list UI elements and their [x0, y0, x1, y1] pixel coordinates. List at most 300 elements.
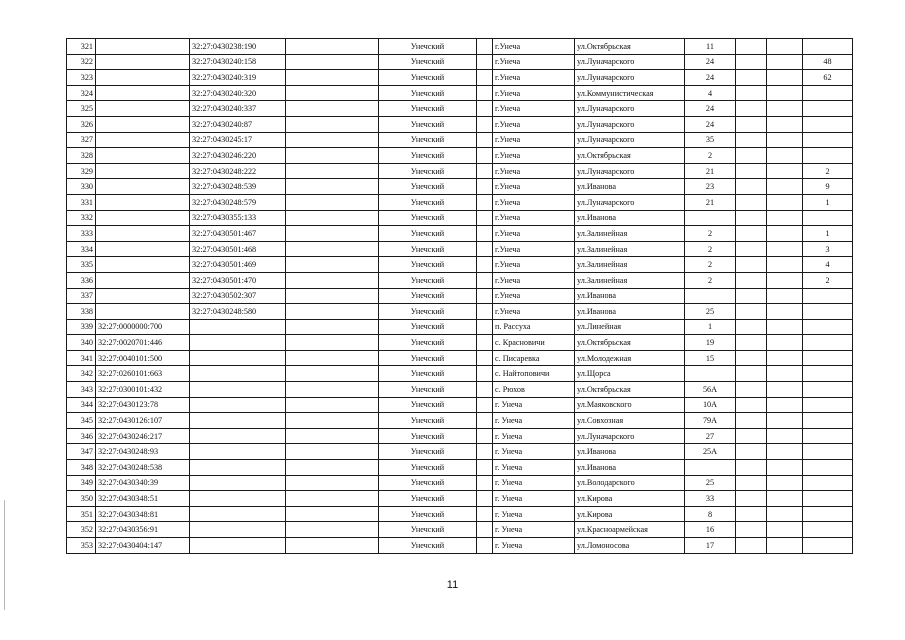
extra-cell: [736, 163, 767, 179]
empty-cell: [477, 70, 493, 86]
cadastral-number-cell: [96, 101, 190, 117]
district-cell: Унечский: [379, 522, 477, 538]
cadastral-number-cell: 32:27:0430502:307: [190, 288, 286, 304]
empty-cell: [477, 194, 493, 210]
cadastral-number-cell: [96, 39, 190, 55]
row-number: 349: [67, 475, 96, 491]
settlement-cell: г.Унеча: [493, 257, 575, 273]
house-number-cell: 19: [685, 335, 736, 351]
table-row: [67, 475, 853, 491]
apartment-number-cell: [803, 101, 853, 117]
row-number: 330: [67, 179, 96, 195]
cadastral-number-cell: 32:27:0430501:468: [190, 241, 286, 257]
cadastral-number-cell: 32:27:0430355:133: [190, 210, 286, 226]
extra-cell: [767, 288, 803, 304]
house-number-cell: [685, 366, 736, 382]
scan-binding-line: [4, 500, 5, 610]
house-number-cell: 25: [685, 475, 736, 491]
extra-cell: [767, 304, 803, 320]
extra-cell: [736, 194, 767, 210]
settlement-cell: г.Унеча: [493, 241, 575, 257]
cadastral-number-cell: [190, 475, 286, 491]
house-number-cell: 24: [685, 116, 736, 132]
extra-cell: [736, 475, 767, 491]
apartment-number-cell: [803, 413, 853, 429]
row-number: 341: [67, 350, 96, 366]
apartment-number-cell: [803, 538, 853, 554]
house-number-cell: 2: [685, 148, 736, 164]
settlement-cell: с. Найтоповичи: [493, 366, 575, 382]
settlement-cell: г. Унеча: [493, 397, 575, 413]
row-number: 348: [67, 460, 96, 476]
row-number: 324: [67, 85, 96, 101]
extra-cell: [736, 226, 767, 242]
table-body: [67, 39, 853, 554]
settlement-cell: г.Унеча: [493, 148, 575, 164]
house-number-cell: 10А: [685, 397, 736, 413]
extra-cell: [736, 85, 767, 101]
extra-cell: [767, 428, 803, 444]
empty-cell: [477, 226, 493, 242]
district-cell: Унечский: [379, 148, 477, 164]
row-number: 333: [67, 226, 96, 242]
cadastral-number-cell: 32:27:0430248:222: [190, 163, 286, 179]
cadastral-number-cell: [96, 70, 190, 86]
row-number: 346: [67, 428, 96, 444]
empty-cell: [477, 85, 493, 101]
house-number-cell: 2: [685, 226, 736, 242]
street-cell: ул.Коммунистическая: [575, 85, 685, 101]
table-row: [67, 179, 853, 195]
street-cell: ул.Совхозная: [575, 413, 685, 429]
cadastral-number-cell: [96, 132, 190, 148]
extra-cell: [736, 179, 767, 195]
district-cell: Унечский: [379, 538, 477, 554]
cadastral-number-cell: 32:27:0430126:107: [96, 413, 190, 429]
row-number: 327: [67, 132, 96, 148]
settlement-cell: г.Унеча: [493, 85, 575, 101]
house-number-cell: 21: [685, 163, 736, 179]
table-row: [67, 335, 853, 351]
extra-cell: [767, 413, 803, 429]
apartment-number-cell: [803, 288, 853, 304]
cadastral-number-cell: [96, 116, 190, 132]
empty-cell: [477, 335, 493, 351]
district-cell: Унечский: [379, 194, 477, 210]
extra-cell: [736, 538, 767, 554]
street-cell: ул.Залинейная: [575, 241, 685, 257]
empty-cell: [286, 397, 379, 413]
house-number-cell: 2: [685, 241, 736, 257]
house-number-cell: 24: [685, 70, 736, 86]
cadastral-number-cell: [190, 366, 286, 382]
empty-cell: [477, 444, 493, 460]
extra-cell: [736, 257, 767, 273]
extra-cell: [767, 397, 803, 413]
settlement-cell: г.Унеча: [493, 116, 575, 132]
table-row: [67, 70, 853, 86]
cadastral-number-cell: 32:27:0000000:700: [96, 319, 190, 335]
extra-cell: [736, 39, 767, 55]
apartment-number-cell: 3: [803, 241, 853, 257]
empty-cell: [477, 132, 493, 148]
empty-cell: [477, 241, 493, 257]
district-cell: Унечский: [379, 85, 477, 101]
house-number-cell: 8: [685, 506, 736, 522]
district-cell: Унечский: [379, 319, 477, 335]
empty-cell: [286, 460, 379, 476]
district-cell: Унечский: [379, 272, 477, 288]
extra-cell: [767, 382, 803, 398]
row-number: 334: [67, 241, 96, 257]
cadastral-number-cell: 32:27:0430240:87: [190, 116, 286, 132]
empty-cell: [286, 132, 379, 148]
street-cell: ул.Иванова: [575, 179, 685, 195]
empty-cell: [286, 148, 379, 164]
apartment-number-cell: [803, 116, 853, 132]
empty-cell: [286, 85, 379, 101]
row-number: 331: [67, 194, 96, 210]
empty-cell: [286, 506, 379, 522]
street-cell: ул.Луначарского: [575, 194, 685, 210]
cadastral-number-cell: 32:27:0430248:580: [190, 304, 286, 320]
cadastral-number-cell: 32:27:0430348:81: [96, 506, 190, 522]
cadastral-number-cell: [96, 257, 190, 273]
street-cell: ул.Луначарского: [575, 428, 685, 444]
apartment-number-cell: [803, 397, 853, 413]
settlement-cell: г. Унеча: [493, 506, 575, 522]
cadastral-number-cell: 32:27:0040101:500: [96, 350, 190, 366]
settlement-cell: г.Унеча: [493, 163, 575, 179]
extra-cell: [736, 397, 767, 413]
empty-cell: [286, 194, 379, 210]
cadastral-number-cell: [190, 538, 286, 554]
district-cell: Унечский: [379, 257, 477, 273]
table-row: [67, 85, 853, 101]
street-cell: ул.Луначарского: [575, 70, 685, 86]
extra-cell: [767, 179, 803, 195]
table-row: [67, 428, 853, 444]
extra-cell: [736, 319, 767, 335]
empty-cell: [286, 210, 379, 226]
settlement-cell: г.Унеча: [493, 194, 575, 210]
row-number: 329: [67, 163, 96, 179]
row-number: 335: [67, 257, 96, 273]
extra-cell: [736, 148, 767, 164]
cadastral-number-cell: [190, 522, 286, 538]
extra-cell: [767, 257, 803, 273]
empty-cell: [286, 319, 379, 335]
street-cell: ул.Октябрьская: [575, 39, 685, 55]
empty-cell: [286, 475, 379, 491]
settlement-cell: г.Унеча: [493, 210, 575, 226]
street-cell: ул.Иванова: [575, 460, 685, 476]
district-cell: Унечский: [379, 491, 477, 507]
district-cell: Унечский: [379, 335, 477, 351]
cadastral-number-cell: 32:27:0260101:663: [96, 366, 190, 382]
house-number-cell: 2: [685, 272, 736, 288]
row-number: 352: [67, 522, 96, 538]
street-cell: ул.Щорса: [575, 366, 685, 382]
cadastral-number-cell: 32:27:0430340:39: [96, 475, 190, 491]
apartment-number-cell: [803, 491, 853, 507]
street-cell: ул.Кирова: [575, 491, 685, 507]
cadastral-number-cell: 32:27:0430501:470: [190, 272, 286, 288]
cadastral-number-cell: 32:27:0430348:51: [96, 491, 190, 507]
cadastral-number-cell: [96, 226, 190, 242]
row-number: 353: [67, 538, 96, 554]
cadastral-number-cell: [96, 288, 190, 304]
row-number: 343: [67, 382, 96, 398]
extra-cell: [767, 366, 803, 382]
empty-cell: [286, 241, 379, 257]
extra-cell: [736, 522, 767, 538]
settlement-cell: с. Красновичи: [493, 335, 575, 351]
extra-cell: [767, 132, 803, 148]
cadastral-number-cell: [190, 428, 286, 444]
extra-cell: [767, 491, 803, 507]
extra-cell: [736, 272, 767, 288]
table-row: [67, 288, 853, 304]
street-cell: ул.Луначарского: [575, 116, 685, 132]
table-row: [67, 148, 853, 164]
street-cell: ул.Иванова: [575, 304, 685, 320]
table-row: [67, 538, 853, 554]
cadastral-number-cell: 32:27:0430246:217: [96, 428, 190, 444]
empty-cell: [286, 522, 379, 538]
settlement-cell: г.Унеча: [493, 101, 575, 117]
empty-cell: [286, 163, 379, 179]
extra-cell: [736, 366, 767, 382]
apartment-number-cell: [803, 350, 853, 366]
cadastral-number-cell: 32:27:0430501:467: [190, 226, 286, 242]
extra-cell: [736, 428, 767, 444]
empty-cell: [477, 288, 493, 304]
street-cell: ул.Залинейная: [575, 226, 685, 242]
cadastral-number-cell: 32:27:0430248:539: [190, 179, 286, 195]
row-number: 339: [67, 319, 96, 335]
house-number-cell: [685, 210, 736, 226]
cadastral-number-cell: [96, 272, 190, 288]
district-cell: Унечский: [379, 428, 477, 444]
cadastral-number-cell: 32:27:0430248:93: [96, 444, 190, 460]
extra-cell: [736, 491, 767, 507]
extra-cell: [767, 163, 803, 179]
cadastral-number-cell: 32:27:0430245:17: [190, 132, 286, 148]
empty-cell: [477, 538, 493, 554]
street-cell: ул.Кирова: [575, 506, 685, 522]
extra-cell: [767, 460, 803, 476]
settlement-cell: г. Унеча: [493, 444, 575, 460]
house-number-cell: 24: [685, 54, 736, 70]
empty-cell: [286, 413, 379, 429]
cadastral-number-cell: 32:27:0430248:538: [96, 460, 190, 476]
extra-cell: [736, 460, 767, 476]
house-number-cell: 25А: [685, 444, 736, 460]
apartment-number-cell: [803, 304, 853, 320]
row-number: 338: [67, 304, 96, 320]
cadastral-number-cell: [190, 397, 286, 413]
empty-cell: [477, 413, 493, 429]
row-number: 321: [67, 39, 96, 55]
table-row: [67, 194, 853, 210]
empty-cell: [286, 350, 379, 366]
apartment-number-cell: 4: [803, 257, 853, 273]
street-cell: ул.Ломоносова: [575, 538, 685, 554]
extra-cell: [767, 116, 803, 132]
street-cell: ул.Володарского: [575, 475, 685, 491]
street-cell: ул.Октябрьская: [575, 335, 685, 351]
house-number-cell: 79А: [685, 413, 736, 429]
empty-cell: [286, 304, 379, 320]
empty-cell: [286, 444, 379, 460]
cadastral-number-cell: 32:27:0430240:337: [190, 101, 286, 117]
table-row: [67, 210, 853, 226]
empty-cell: [286, 116, 379, 132]
district-cell: Унечский: [379, 241, 477, 257]
extra-cell: [736, 132, 767, 148]
cadastral-number-cell: 32:27:0300101:432: [96, 382, 190, 398]
cadastral-number-cell: [96, 179, 190, 195]
street-cell: ул.Луначарского: [575, 163, 685, 179]
settlement-cell: г.Унеча: [493, 54, 575, 70]
settlement-cell: г.Унеча: [493, 272, 575, 288]
table-row: [67, 163, 853, 179]
district-cell: Унечский: [379, 116, 477, 132]
row-number: 342: [67, 366, 96, 382]
cadastral-number-cell: 32:27:0430238:190: [190, 39, 286, 55]
street-cell: ул.Залинейная: [575, 257, 685, 273]
table-row: [67, 413, 853, 429]
apartment-number-cell: [803, 319, 853, 335]
cadastral-number-cell: 32:27:0430248:579: [190, 194, 286, 210]
empty-cell: [286, 39, 379, 55]
house-number-cell: 24: [685, 101, 736, 117]
empty-cell: [477, 491, 493, 507]
cadastral-number-cell: 32:27:0430240:319: [190, 70, 286, 86]
table-row: [67, 241, 853, 257]
cadastral-number-cell: [190, 382, 286, 398]
district-cell: Унечский: [379, 210, 477, 226]
row-number: 340: [67, 335, 96, 351]
table-row: [67, 132, 853, 148]
apartment-number-cell: [803, 148, 853, 164]
extra-cell: [736, 54, 767, 70]
extra-cell: [767, 319, 803, 335]
table-row: [67, 226, 853, 242]
apartment-number-cell: [803, 366, 853, 382]
extra-cell: [736, 413, 767, 429]
extra-cell: [767, 101, 803, 117]
cadastral-number-cell: [190, 460, 286, 476]
empty-cell: [286, 257, 379, 273]
settlement-cell: г.Унеча: [493, 70, 575, 86]
table-row: [67, 491, 853, 507]
empty-cell: [286, 366, 379, 382]
empty-cell: [477, 475, 493, 491]
district-cell: Унечский: [379, 366, 477, 382]
cadastral-number-cell: 32:27:0430246:220: [190, 148, 286, 164]
settlement-cell: г.Унеча: [493, 304, 575, 320]
apartment-number-cell: [803, 335, 853, 351]
house-number-cell: 1: [685, 319, 736, 335]
settlement-cell: г.Унеча: [493, 226, 575, 242]
district-cell: Унечский: [379, 54, 477, 70]
apartment-number-cell: 1: [803, 194, 853, 210]
row-number: 351: [67, 506, 96, 522]
extra-cell: [736, 444, 767, 460]
empty-cell: [286, 382, 379, 398]
cadastral-number-cell: 32:27:0430240:158: [190, 54, 286, 70]
empty-cell: [286, 101, 379, 117]
extra-cell: [767, 85, 803, 101]
settlement-cell: с. Писаревка: [493, 350, 575, 366]
apartment-number-cell: [803, 428, 853, 444]
extra-cell: [736, 210, 767, 226]
cadastral-number-cell: 32:27:0430240:320: [190, 85, 286, 101]
extra-cell: [736, 70, 767, 86]
extra-cell: [736, 506, 767, 522]
house-number-cell: 2: [685, 257, 736, 273]
street-cell: ул.Красноармейская: [575, 522, 685, 538]
settlement-cell: г. Унеча: [493, 475, 575, 491]
settlement-cell: г. Унеча: [493, 538, 575, 554]
street-cell: ул.Маяковского: [575, 397, 685, 413]
cadastral-number-cell: 32:27:0430501:469: [190, 257, 286, 273]
house-number-cell: 35: [685, 132, 736, 148]
district-cell: Унечский: [379, 304, 477, 320]
table-row: [67, 116, 853, 132]
cadastral-number-cell: [190, 444, 286, 460]
cadastral-number-cell: [96, 210, 190, 226]
district-cell: Унечский: [379, 179, 477, 195]
extra-cell: [736, 101, 767, 117]
extra-cell: [767, 444, 803, 460]
table-row: [67, 304, 853, 320]
house-number-cell: 25: [685, 304, 736, 320]
district-cell: Унечский: [379, 132, 477, 148]
empty-cell: [477, 179, 493, 195]
apartment-number-cell: [803, 39, 853, 55]
extra-cell: [767, 272, 803, 288]
apartment-number-cell: 1: [803, 226, 853, 242]
extra-cell: [767, 194, 803, 210]
empty-cell: [477, 397, 493, 413]
cadastral-number-cell: [96, 85, 190, 101]
extra-cell: [767, 538, 803, 554]
settlement-cell: г. Унеча: [493, 522, 575, 538]
street-cell: ул.Иванова: [575, 288, 685, 304]
extra-cell: [736, 288, 767, 304]
apartment-number-cell: 62: [803, 70, 853, 86]
apartment-number-cell: 9: [803, 179, 853, 195]
row-number: 325: [67, 101, 96, 117]
extra-cell: [767, 226, 803, 242]
empty-cell: [286, 428, 379, 444]
extra-cell: [767, 241, 803, 257]
table-row: [67, 257, 853, 273]
district-cell: Унечский: [379, 288, 477, 304]
property-registry-table: [66, 38, 853, 554]
cadastral-number-cell: [190, 491, 286, 507]
empty-cell: [286, 491, 379, 507]
apartment-number-cell: [803, 522, 853, 538]
street-cell: ул.Октябрьская: [575, 382, 685, 398]
extra-cell: [767, 506, 803, 522]
cadastral-number-cell: 32:27:0430356:91: [96, 522, 190, 538]
row-number: 322: [67, 54, 96, 70]
street-cell: ул.Линейная: [575, 319, 685, 335]
